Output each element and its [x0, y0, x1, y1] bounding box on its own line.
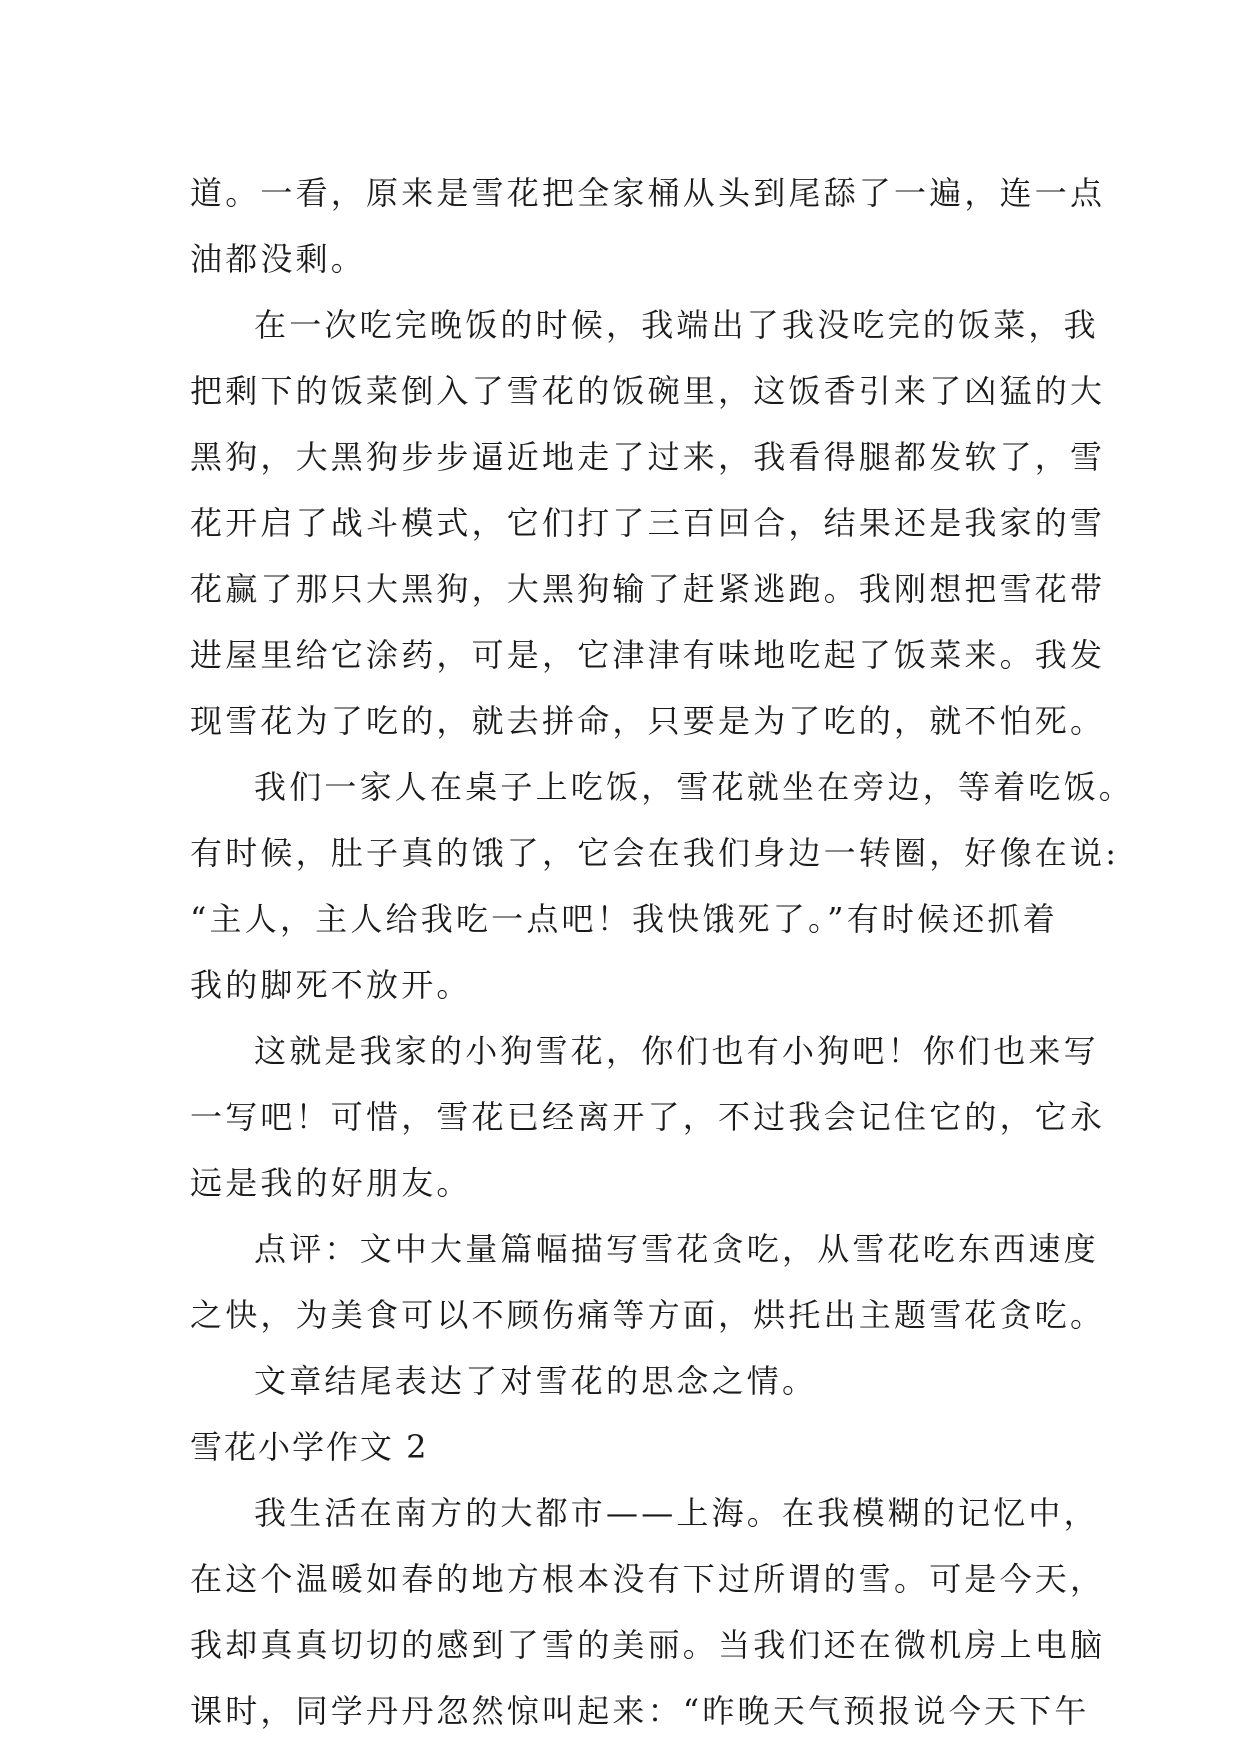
document-body [190, 160, 1135, 1744]
text-line: 我生活在南方的大都市——上海。在我模糊的记忆中， [254, 1494, 1099, 1532]
text-line: 文章结尾表达了对雪花的思念之情。 [254, 1362, 818, 1400]
text-line: 这就是我家的小狗雪花，你们也有小狗吧！你们也来写 [254, 1032, 1099, 1070]
text-line: 花开启了战斗模式，它们打了三百回合，结果还是我家的雪 [190, 504, 1106, 542]
text-line: 点评：文中大量篇幅描写雪花贪吃，从雪花吃东西速度 [254, 1230, 1099, 1268]
text-line: 之快，为美食可以不顾伤痛等方面，烘托出主题雪花贪吃。 [190, 1296, 1106, 1334]
text-line: 把剩下的饭菜倒入了雪花的饭碗里，这饭香引来了凶猛的大 [190, 372, 1106, 410]
text-line: 我们一家人在桌子上吃饭，雪花就坐在旁边，等着吃饭。 [254, 768, 1135, 806]
text-line: 在这个温暖如春的地方根本没有下过所谓的雪。可是今天， [190, 1560, 1106, 1598]
text-line: “主人，主人给我吃一点吧！我快饿死了。”有时候还抓着 [190, 900, 1058, 938]
text-line: 花赢了那只大黑狗，大黑狗输了赶紧逃跑。我刚想把雪花带 [190, 570, 1106, 608]
text-line: 我的脚死不放开。 [190, 966, 472, 1004]
text-line: 一写吧！可惜，雪花已经离开了，不过我会记住它的，它永 [190, 1098, 1106, 1136]
text-line: 在一次吃完晚饭的时候，我端出了我没吃完的饭菜，我 [254, 306, 1099, 344]
text-line: 有时候，肚子真的饿了，它会在我们身边一转圈，好像在说: [190, 834, 1120, 872]
section-heading: 雪花小学作文 2 [190, 1428, 429, 1466]
text-line: 现雪花为了吃的，就去拼命，只要是为了吃的，就不怕死。 [190, 702, 1106, 740]
text-line: 黑狗，大黑狗步步逼近地走了过来，我看得腿都发软了，雪 [190, 438, 1106, 476]
text-line: 远是我的好朋友。 [190, 1164, 472, 1202]
text-line: 油都没剩。 [190, 240, 367, 278]
text-line: 我却真真切切的感到了雪的美丽。当我们还在微机房上电脑 [190, 1626, 1106, 1664]
text-line: 进屋里给它涂药，可是，它津津有味地吃起了饭菜来。我发 [190, 636, 1106, 674]
text-line: 道。一看，原来是雪花把全家桶从头到尾舔了一遍，连一点 [190, 174, 1106, 212]
text-line: 课时，同学丹丹忽然惊叫起来：“昨晚天气预报说今天下午 [190, 1692, 1090, 1730]
